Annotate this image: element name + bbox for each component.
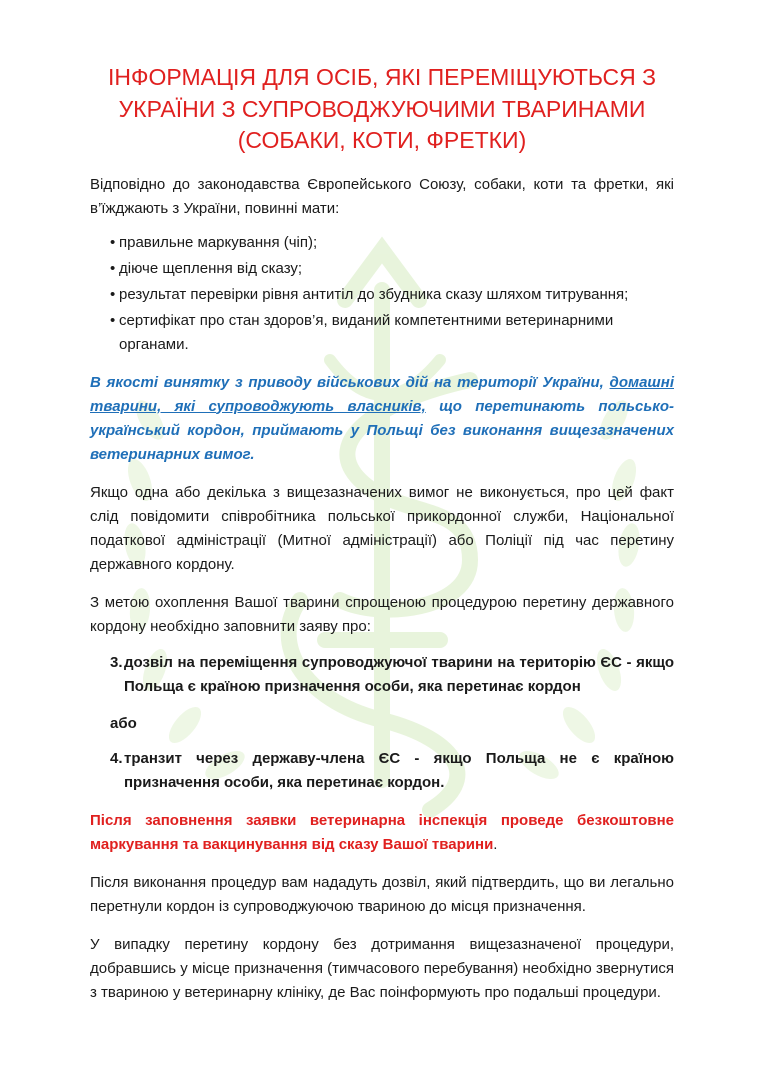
exception-paragraph: [90, 371, 674, 467]
clinic-paragraph: У випадку перетину кордону без дотримання вищезазначеної процедури, добравшись у місце призначення (тимчасового перебування) необхідно звернутися з твариною у ветеринарну клініку, де Вас поінформують про подальші процедури.: [90, 935, 674, 1001]
document-content: [90, 62, 674, 1005]
free-service-text: Після заповнення заявки ветеринарна інспекція проведе безкоштовне маркування та вакцинування від сказу Вашої тварини: [90, 811, 674, 853]
list-item: [90, 257, 674, 281]
permit-paragraph: Після виконання процедур вам нададуть дозвіл, який підтвердить, що ви легально перетнули кордон із супроводжуючою твариною до місця призначення.: [90, 873, 674, 915]
bullet-icon: •: [110, 311, 116, 329]
list-item-text: результат перевірки рівня антитіл до збудника сказу шляхом титрування;: [119, 285, 629, 303]
free-service-paragraph: [90, 809, 674, 857]
free-service-period: .: [493, 835, 498, 853]
page-title: ІНФОРМАЦІЯ ДЛЯ ОСІБ, ЯКІ ПЕРЕМІЩУЮТЬСЯ З УКРАЇНИ З СУПРОВОДЖУЮЧИМИ ТВАРИНАМИ (СОБАКИ, КОТИ, ФРЕТКИ): [108, 64, 656, 153]
application-item: [90, 747, 674, 795]
list-item-text: правильне маркування (чіп);: [119, 233, 318, 251]
applications-list-continued: [90, 747, 674, 795]
procedure-paragraph: З метою охоплення Вашої тварини спрощеною процедурою перетину державного кордону необхідно заповнити заяву про:: [90, 593, 674, 635]
application-item: [90, 651, 674, 699]
requirements-list: [90, 231, 674, 357]
application-number: 3.: [110, 653, 123, 671]
list-item: [90, 309, 674, 357]
exception-text-1: В якості винятку з приводу військових дій на території України,: [90, 373, 610, 391]
application-text: дозвіл на переміщення супроводжуючої тварини на територію ЄС - якщо Польща є країною призначення особи, яка перетинає кордон: [124, 653, 674, 695]
notify-paragraph: Якщо одна або декілька з вищезазначених вимог не виконується, про цей факт слід повідомити співробітника польської прикордонної служби, Національної податкової адміністрації (Митної адміністрації) або Поліції під час перетину державного кордону.: [90, 483, 674, 573]
list-item-text: сертифікат про стан здоров’я, виданий компетентними ветеринарними органами.: [119, 311, 614, 353]
list-item: [90, 231, 674, 255]
or-label: або: [110, 714, 137, 732]
bullet-icon: •: [110, 259, 116, 277]
applications-list: [90, 651, 674, 699]
bullet-icon: •: [110, 285, 116, 303]
list-item-text: діюче щеплення від сказу;: [119, 259, 303, 277]
application-text: транзит через державу-члена ЄС - якщо Польща не є країною призначення особи, яка перетинає кордон.: [124, 749, 674, 791]
intro-paragraph: Відповідно до законодавства Європейського Союзу, собаки, коти та фретки, які в’їжджають з України, повинні мати:: [90, 175, 674, 217]
list-item: [90, 283, 674, 307]
exception-text-underlined: домашні тварини, які супроводжують власників,: [90, 373, 674, 415]
bullet-icon: •: [110, 233, 116, 251]
exception-text-3: що перетинають польсько-український кордон, приймають у Польщі без виконання вищезазначених ветеринарних вимог.: [90, 397, 674, 463]
application-number: 4.: [110, 749, 123, 767]
